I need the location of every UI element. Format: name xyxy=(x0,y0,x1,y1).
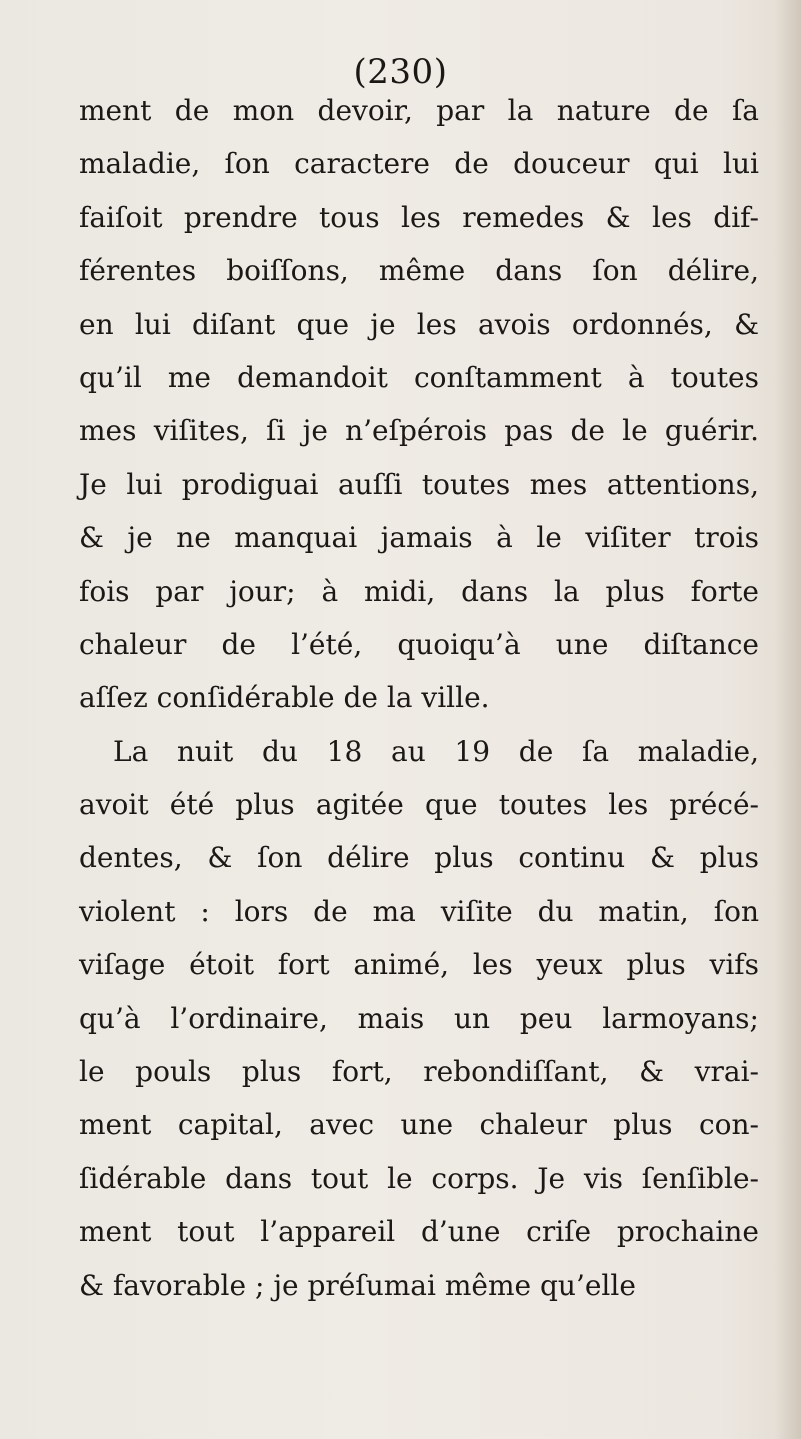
text-line: ſidérable dans tout le corps. Je vis ſenſible- xyxy=(79,1161,759,1195)
text-line: ment de mon devoir, par la nature de ſa xyxy=(79,94,759,127)
text-line: le pouls plus fort, rebondiſſant, & vrai- xyxy=(79,1055,759,1089)
text-line: faiſoit prendre tous les remedes & les dif- xyxy=(79,200,759,234)
text-line: maladie, ſon caractere de douceur qui lui xyxy=(79,147,759,181)
text-line: ment capital, avec une chaleur plus con- xyxy=(79,1108,759,1142)
text-line: fois par jour; à midi, dans la plus forte xyxy=(79,574,759,608)
text-line: Je lui prodiguai auſſi toutes mes attentions, xyxy=(79,467,759,501)
text-line: mes viſites, ſi je n’eſpérois pas de le guérir. xyxy=(79,414,759,448)
text-line: ment tout l’appareil d’une criſe prochaine xyxy=(79,1215,759,1249)
text-line: qu’à l’ordinaire, mais un peu larmoyans; xyxy=(79,1001,759,1035)
text-line: La nuit du 18 au 19 de ſa maladie, xyxy=(113,734,759,768)
text-line: qu’il me demandoit conſtamment à toutes xyxy=(79,360,759,394)
text-line: viſage étoit fort animé, les yeux plus vifs xyxy=(79,948,759,982)
page-number: (230) xyxy=(353,52,448,92)
text-line: férentes boiſſons, même dans ſon délire, xyxy=(79,254,759,288)
text-line: dentes, & ſon délire plus continu & plus xyxy=(79,841,759,875)
page-edge-shadow xyxy=(775,0,801,1439)
text-line: en lui diſant que je les avois ordonnés, & xyxy=(79,307,759,341)
text-line: violent : lors de ma viſite du matin, ſon xyxy=(79,894,759,928)
text-line: & je ne manquai jamais à le viſiter trois xyxy=(79,521,759,555)
body-text xyxy=(79,84,759,1312)
text-line: & favorable ; je préſumai même qu’elle xyxy=(79,1268,636,1302)
text-line: avoit été plus agitée que toutes les précé- xyxy=(79,788,759,822)
text-line: aſſez conſidérable de la ville. xyxy=(79,681,490,715)
text-line: chaleur de l’été, quoiqu’à une diſtance xyxy=(79,627,759,661)
